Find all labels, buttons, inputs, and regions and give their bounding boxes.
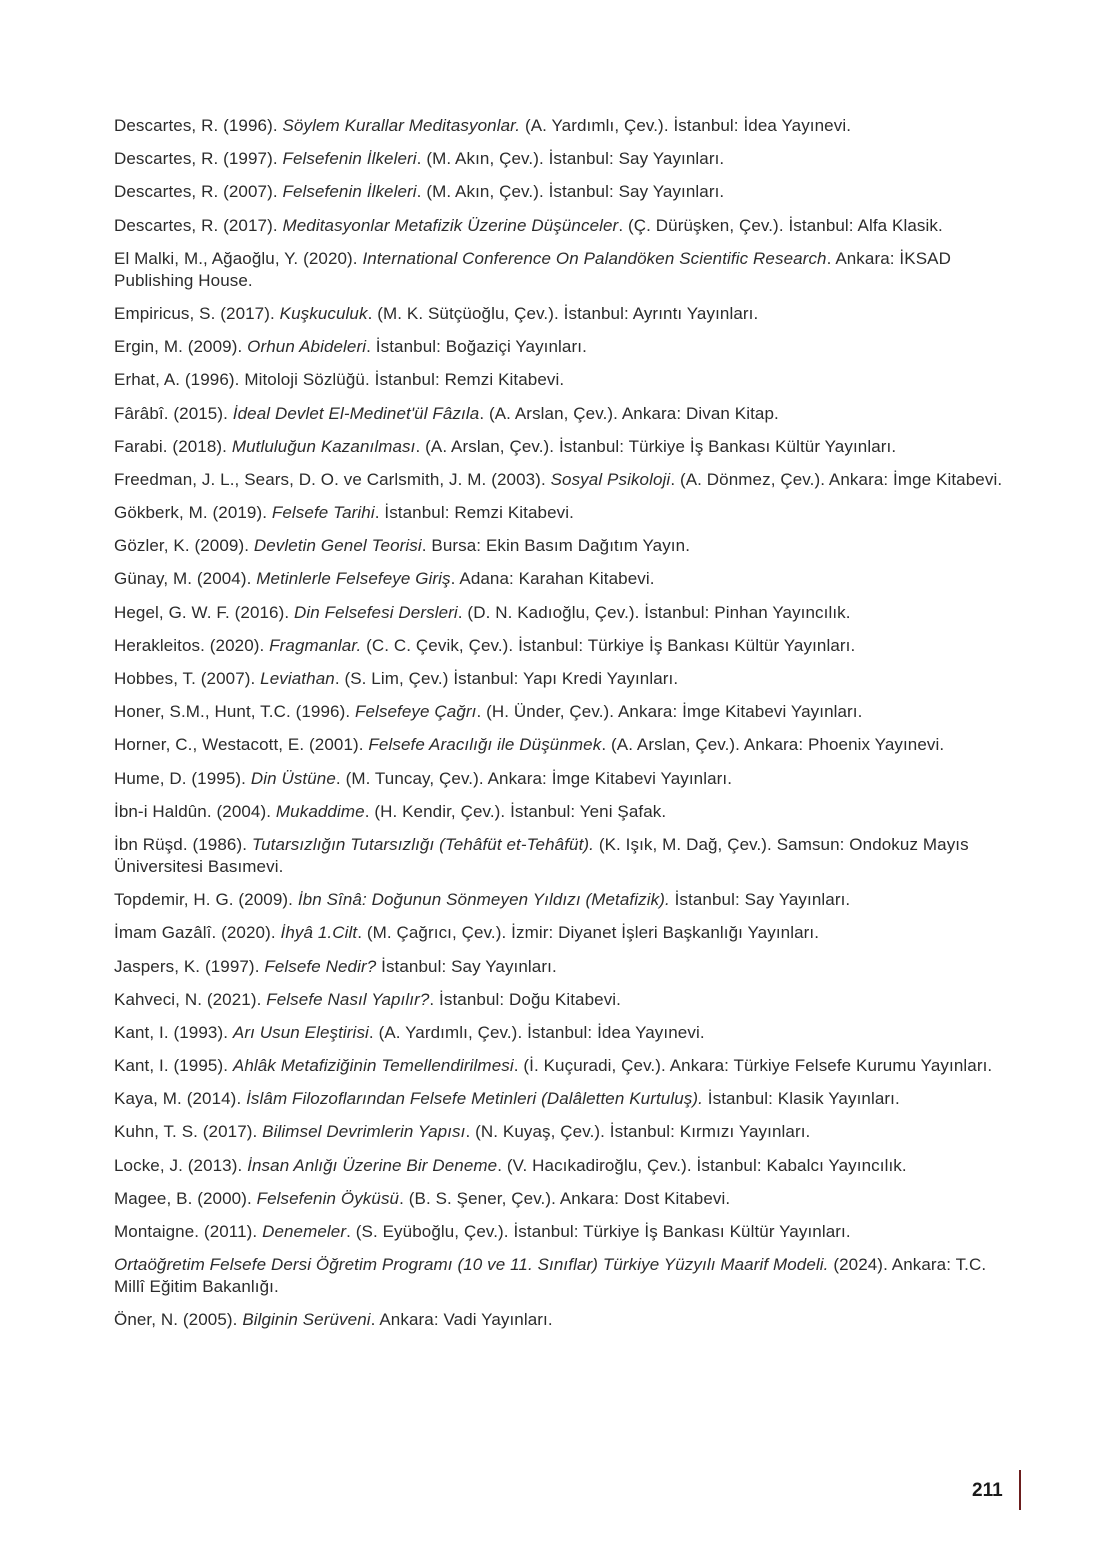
- reference-entry: [114, 768, 1019, 790]
- reference-publisher: . (S. Eyüboğlu, Çev.). İstanbul: Türkiye İş Bankası Kültür Yayınları.: [346, 1222, 851, 1241]
- reference-entry: [114, 889, 1019, 911]
- reference-title: Din Felsefesi Dersleri: [294, 602, 458, 622]
- reference-entry: [114, 215, 1019, 237]
- reference-publisher: . (H. Ünder, Çev.). Ankara: İmge Kitabevi Yayınları.: [476, 702, 863, 722]
- reference-entry: [114, 1221, 1019, 1243]
- reference-entry: [114, 535, 1019, 557]
- reference-author-year: Descartes, R. (2007).: [114, 182, 283, 202]
- reference-entry: [114, 1254, 1019, 1298]
- reference-entry: [114, 989, 1019, 1011]
- reference-entry: [114, 635, 1019, 657]
- reference-author-year: Farabi. (2018).: [114, 436, 232, 456]
- reference-publisher: . (A. Yardımlı, Çev.). İstanbul: İdea Yayınevi.: [368, 1022, 705, 1042]
- reference-entry: [114, 115, 1019, 137]
- reference-publisher: . (S. Lim, Çev.) İstanbul: Yapı Kredi Yayınları.: [334, 669, 679, 688]
- reference-title: Ortaöğretim Felsefe Dersi Öğretim Programı (10 ve 11. Sınıflar) Türkiye Yüzyılı Maarif Modeli.: [114, 1255, 829, 1275]
- reference-publisher: İstanbul: Say Yayınları.: [669, 890, 851, 910]
- reference-entry: [114, 1155, 1019, 1177]
- reference-title: Felsefe Aracılığı ile Düşünmek: [368, 735, 602, 755]
- reference-author-year: İmam Gazâlî. (2020).: [114, 923, 281, 943]
- reference-entry: [114, 369, 1019, 391]
- reference-title: Orhun Abideleri: [247, 337, 367, 357]
- reference-title: İhyâ 1.Cilt: [280, 923, 358, 943]
- reference-title: Sosyal Psikoloji: [550, 469, 671, 489]
- reference-title: Felsefenin İlkeleri: [282, 182, 417, 202]
- reference-publisher: . İstanbul: Boğaziçi Yayınları.: [366, 337, 587, 357]
- reference-entry: [114, 922, 1019, 944]
- reference-title: Felsefe Nasıl Yapılır?: [266, 989, 430, 1009]
- reference-publisher: . (Ç. Dürüşken, Çev.). İstanbul: Alfa Klasik.: [618, 215, 943, 235]
- reference-publisher: . (B. S. Şener, Çev.). Ankara: Dost Kitabevi.: [399, 1188, 731, 1208]
- reference-entry: [114, 834, 1019, 878]
- reference-entry: [114, 303, 1019, 325]
- reference-entry: [114, 436, 1019, 458]
- reference-title: Felsefeye Çağrı: [354, 702, 477, 722]
- reference-author-year: Jaspers, K. (1997).: [114, 956, 265, 976]
- reference-author-year: Hobbes, T. (2007).: [114, 669, 261, 688]
- reference-publisher: . İstanbul: Remzi Kitabevi.: [374, 503, 574, 523]
- reference-publisher: . (M. Çağrıcı, Çev.). İzmir: Diyanet İşleri Başkanlığı Yayınları.: [357, 923, 820, 943]
- reference-author-year: Günay, M. (2004).: [114, 569, 257, 589]
- reference-publisher: . (N. Kuyaş, Çev.). İstanbul: Kırmızı Yayınları.: [465, 1122, 811, 1142]
- reference-author-year: Gözler, K. (2009).: [114, 536, 254, 556]
- reference-publisher: . (D. N. Kadıoğlu, Çev.). İstanbul: Pinhan Yayıncılık.: [457, 602, 851, 622]
- reference-title: İbn Sînâ: Doğunun Sönmeyen Yıldızı (Metafizik).: [297, 890, 670, 910]
- reference-entry: [114, 668, 1019, 690]
- reference-publisher: (A. Yardımlı, Çev.). İstanbul: İdea Yayınevi.: [520, 116, 852, 135]
- reference-author-year: Ergin, M. (2009).: [114, 337, 248, 357]
- reference-publisher: . (M. Akın, Çev.). İstanbul: Say Yayınları.: [416, 182, 725, 202]
- reference-author-year: Herakleitos. (2020).: [114, 635, 270, 655]
- reference-publisher: . (İ. Kuçuradi, Çev.). Ankara: Türkiye Felsefe Kurumu Yayınları.: [513, 1056, 993, 1076]
- reference-title: Mutluluğun Kazanılması: [231, 436, 416, 456]
- reference-author-year: Topdemir, H. G. (2009).: [114, 890, 298, 910]
- reference-publisher: . İstanbul: Doğu Kitabevi.: [429, 989, 622, 1009]
- reference-author-year: Kant, I. (1995).: [114, 1056, 233, 1076]
- reference-title: International Conference On Palandöken Scientific Research: [362, 248, 827, 268]
- reference-entry: [114, 469, 1019, 491]
- reference-title: İslâm Filozoflarından Felsefe Metinleri (Dalâletten Kurtuluş).: [246, 1089, 703, 1109]
- reference-author-year: Hume, D. (1995).: [114, 768, 251, 788]
- reference-list: [114, 115, 1019, 1343]
- reference-author-year: İbn-i Haldûn. (2004).: [114, 801, 276, 821]
- reference-author-year: Kahveci, N. (2021).: [114, 989, 267, 1009]
- reference-title: Bilginin Serüveni: [242, 1310, 371, 1330]
- reference-author-year: İbn Rüşd. (1986).: [114, 834, 252, 854]
- reference-author-year: Empiricus, S. (2017).: [114, 303, 280, 323]
- reference-title: Felsefenin İlkeleri: [282, 149, 417, 169]
- reference-author-year: Öner, N. (2005).: [114, 1310, 243, 1330]
- reference-title: Söylem Kurallar Meditasyonlar.: [282, 116, 521, 135]
- page-number: 211: [972, 1480, 1003, 1501]
- reference-title: Ahlâk Metafiziğinin Temellendirilmesi: [232, 1056, 514, 1076]
- reference-author-year: Honer, S.M., Hunt, T.C. (1996).: [114, 702, 355, 722]
- reference-title: Bilimsel Devrimlerin Yapısı: [262, 1122, 466, 1142]
- reference-publisher: . (M. K. Sütçüoğlu, Çev.). İstanbul: Ayrıntı Yayınları.: [367, 303, 759, 323]
- reference-author-year: Montaigne. (2011).: [114, 1222, 263, 1241]
- reference-entry: [114, 801, 1019, 823]
- reference-author-year: Hegel, G. W. F. (2016).: [114, 602, 295, 622]
- reference-title: Leviathan: [260, 669, 335, 688]
- reference-publisher: . Ankara: İKSAD Publishing House.: [114, 248, 951, 290]
- reference-title: Devletin Genel Teorisi: [253, 536, 422, 556]
- reference-entry: [114, 1088, 1019, 1110]
- reference-title: Mukaddime: [275, 801, 365, 821]
- reference-title: Kuşkuculuk: [279, 303, 368, 323]
- reference-author-year: Descartes, R. (1997).: [114, 149, 283, 169]
- reference-entry: [114, 1022, 1019, 1044]
- page-rule-divider: [1019, 1470, 1021, 1510]
- reference-title: Meditasyonlar Metafizik Üzerine Düşünceler: [282, 215, 619, 235]
- reference-entry: [114, 568, 1019, 590]
- reference-title: Metinlerle Felsefeye Giriş: [256, 569, 451, 589]
- reference-entry: [114, 1055, 1019, 1077]
- reference-title: Fragmanlar.: [269, 635, 362, 655]
- reference-publisher: . (V. Hacıkadiroğlu, Çev.). İstanbul: Kabalcı Yayıncılık.: [497, 1155, 907, 1175]
- reference-author-year: Horner, C., Westacott, E. (2001).: [114, 735, 369, 755]
- reference-entry: [114, 734, 1019, 756]
- reference-author-year: Erhat, A. (1996). Mitoloji Sözlüğü. İstanbul: Remzi Kitabevi.: [114, 370, 565, 390]
- reference-title: Denemeler: [262, 1222, 347, 1241]
- reference-author-year: Freedman, J. L., Sears, D. O. ve Carlsmith, J. M. (2003).: [114, 469, 551, 489]
- reference-entry: [114, 1309, 1019, 1331]
- reference-entry: [114, 248, 1019, 292]
- reference-publisher: . (H. Kendir, Çev.). İstanbul: Yeni Şafak.: [364, 801, 667, 821]
- reference-title: Felsefenin Öyküsü: [256, 1188, 400, 1208]
- reference-title: İnsan Anlığı Üzerine Bir Deneme: [247, 1155, 498, 1175]
- reference-author-year: Locke, J. (2013).: [114, 1155, 248, 1175]
- reference-publisher: (C. C. Çevik, Çev.). İstanbul: Türkiye İş Bankası Kültür Yayınları.: [361, 635, 856, 655]
- reference-entry: [114, 502, 1019, 524]
- reference-entry: [114, 602, 1019, 624]
- reference-publisher: . (M. Akın, Çev.). İstanbul: Say Yayınları.: [416, 149, 725, 169]
- reference-publisher: . (A. Arslan, Çev.). Ankara: Divan Kitap.: [479, 403, 779, 423]
- reference-title: Din Üstüne: [250, 768, 336, 788]
- reference-publisher: (K. Işık, M. Dağ, Çev.). Samsun: Ondokuz Mayıs Üniversitesi Basımevi.: [114, 834, 969, 876]
- reference-publisher: İstanbul: Say Yayınları.: [376, 956, 557, 976]
- reference-author-year: Kant, I. (1993).: [114, 1022, 233, 1042]
- reference-entry: [114, 181, 1019, 203]
- reference-author-year: Kuhn, T. S. (2017).: [114, 1122, 263, 1142]
- reference-title: Felsefe Nedir?: [264, 956, 377, 976]
- reference-author-year: El Malki, M., Ağaoğlu, Y. (2020).: [114, 248, 363, 268]
- reference-publisher: . (A. Arslan, Çev.). Ankara: Phoenix Yayınevi.: [601, 735, 945, 755]
- reference-publisher: . (A. Arslan, Çev.). İstanbul: Türkiye İş Bankası Kültür Yayınları.: [415, 436, 897, 456]
- reference-publisher: . Adana: Karahan Kitabevi.: [450, 569, 655, 589]
- reference-title: Arı Usun Eleştirisi: [232, 1022, 369, 1042]
- reference-entry: [114, 1121, 1019, 1143]
- reference-entry: [114, 956, 1019, 978]
- reference-author-year: Fârâbî. (2015).: [114, 403, 233, 423]
- reference-title: Tutarsızlığın Tutarsızlığı (Tehâfüt et-Tehâfüt).: [251, 834, 594, 854]
- reference-publisher: . (A. Dönmez, Çev.). Ankara: İmge Kitabevi.: [670, 469, 1003, 489]
- reference-author-year: Kaya, M. (2014).: [114, 1089, 247, 1109]
- reference-author-year: Gökberk, M. (2019).: [114, 503, 272, 523]
- reference-entry: [114, 701, 1019, 723]
- reference-entry: [114, 336, 1019, 358]
- reference-publisher: İstanbul: Klasik Yayınları.: [702, 1089, 900, 1109]
- reference-author-year: Magee, B. (2000).: [114, 1188, 257, 1208]
- reference-title: İdeal Devlet El-Medinet'ül Fâzıla: [232, 403, 480, 423]
- reference-publisher: (2024). Ankara: T.C. Millî Eğitim Bakanlığı.: [114, 1255, 987, 1297]
- reference-publisher: . Ankara: Vadi Yayınları.: [370, 1310, 553, 1330]
- reference-author-year: Descartes, R. (2017).: [114, 215, 283, 235]
- reference-title: Felsefe Tarihi: [271, 503, 375, 523]
- reference-publisher: . (M. Tuncay, Çev.). Ankara: İmge Kitabevi Yayınları.: [335, 768, 733, 788]
- reference-entry: [114, 148, 1019, 170]
- reference-entry: [114, 1188, 1019, 1210]
- reference-publisher: . Bursa: Ekin Basım Dağıtım Yayın.: [421, 536, 691, 556]
- reference-entry: [114, 403, 1019, 425]
- reference-author-year: Descartes, R. (1996).: [114, 116, 283, 135]
